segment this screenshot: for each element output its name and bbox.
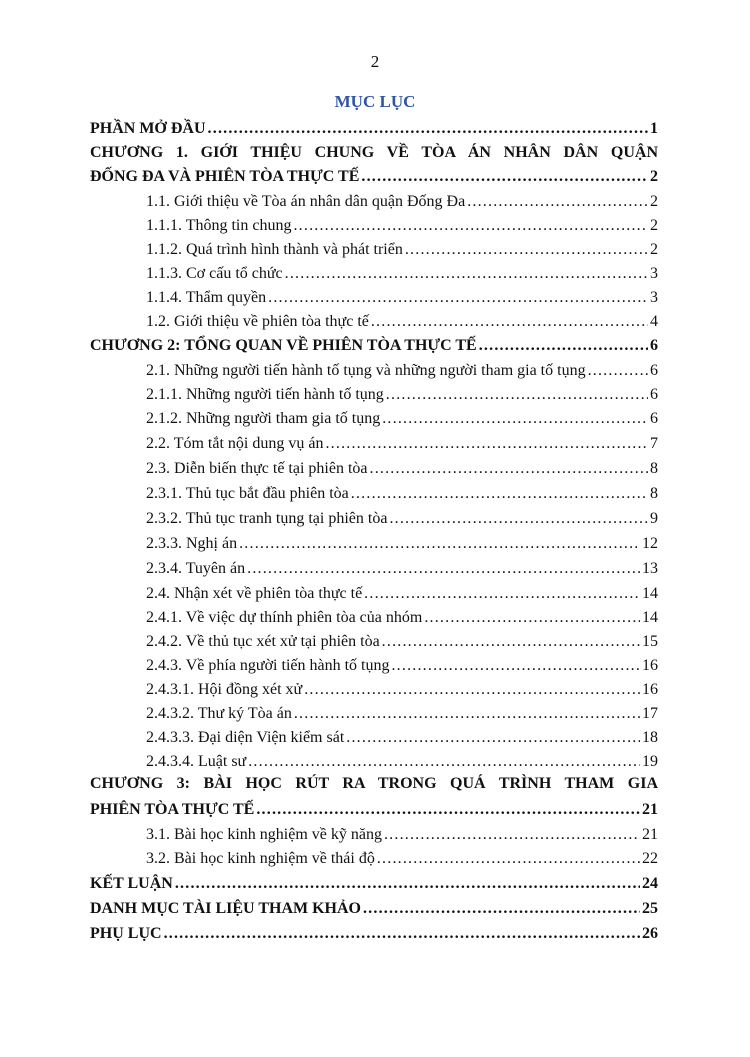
toc-entry-page: 16 — [642, 681, 658, 698]
toc-entry-page: 21 — [642, 801, 658, 818]
toc-entry-1-2[interactable] — [146, 308, 658, 332]
toc-entry-chapter-1-line-1[interactable]: CHƯƠNG 1. GIỚI THIỆU CHUNG VỀ TÒA ÁN NHÂN DÂN QUẬN — [90, 144, 658, 161]
toc-entry-page: 16 — [642, 657, 658, 674]
toc-entry-chapter-3[interactable] — [90, 796, 658, 820]
toc-entry-page: 17 — [642, 705, 658, 722]
toc-entry-1-1-3[interactable] — [146, 260, 658, 284]
toc-entry-label: 1.1.4. Thẩm quyền — [146, 289, 267, 306]
toc-entry-label: 1.1.3. Cơ cấu tổ chức — [146, 265, 283, 282]
toc-entry-label: 1.1.1. Thông tin chung — [146, 217, 292, 234]
toc-entry-label: KẾT LUẬN — [90, 875, 173, 892]
toc-entry-2-3-4[interactable] — [146, 555, 658, 579]
toc-entry-1-1[interactable] — [146, 188, 658, 212]
toc-entry-label: 2.4.3.1. Hội đồng xét xử — [146, 681, 303, 698]
toc-entry-intro[interactable] — [90, 115, 658, 139]
toc-entry-page: 14 — [642, 609, 658, 626]
toc-entry-3-1[interactable] — [146, 821, 658, 845]
toc-entry-label: 2.3.2. Thủ tục tranh tụng tại phiên tòa — [146, 510, 388, 527]
toc-entry-2-4-3-2[interactable] — [146, 700, 658, 724]
toc-entry-label: ĐỐNG ĐA VÀ PHIÊN TÒA THỰC TẾ — [90, 168, 360, 185]
toc-entry-3-2[interactable] — [146, 845, 658, 869]
toc-entry-page: 22 — [642, 850, 658, 867]
toc-entry-2-4-3-4[interactable] — [146, 748, 658, 772]
toc-entry-2-4[interactable] — [146, 580, 658, 604]
toc-entry-chapter-1[interactable] — [90, 163, 658, 187]
toc-entry-page: 18 — [642, 729, 658, 746]
toc-entry-page: 21 — [642, 826, 658, 843]
toc-entry-page: 3 — [650, 289, 658, 306]
toc-entry-page: 4 — [650, 313, 658, 330]
toc-entry-label: 2.3. Diễn biến thực tế tại phiên tòa — [146, 460, 368, 477]
toc-entry-label: DANH MỤC TÀI LIỆU THAM KHẢO — [90, 900, 361, 917]
toc-entry-chapter-3-line-1[interactable]: CHƯƠNG 3: BÀI HỌC RÚT RA TRONG QUÁ TRÌNH THAM GIA — [90, 775, 658, 792]
toc-entry-2-1-2[interactable] — [146, 405, 658, 429]
toc-entry-label: 1.2. Giới thiệu về phiên tòa thực tế — [146, 313, 369, 330]
toc-entry-page: 6 — [650, 337, 658, 354]
toc-entry-page: 19 — [642, 753, 658, 770]
toc-entry-1-1-1[interactable] — [146, 212, 658, 236]
toc-entry-label: 1.1. Giới thiệu về Tòa án nhân dân quận Đống Đa — [146, 193, 466, 210]
toc-entry-label: 1.1.2. Quá trình hình thành và phát triển — [146, 241, 403, 258]
toc-entry-2-4-3-3[interactable] — [146, 724, 658, 748]
toc-entry-label: 2.1.2. Những người tham gia tố tụng — [146, 410, 381, 427]
toc-entry-page: 15 — [642, 633, 658, 650]
toc-entry-1-1-4[interactable] — [146, 284, 658, 308]
toc-entry-2-4-3[interactable] — [146, 652, 658, 676]
toc-title: MỤC LỤC — [334, 92, 416, 111]
toc-entry-page: 12 — [642, 535, 658, 552]
toc-entry-label: 2.4.3.2. Thư ký Tòa án — [146, 705, 292, 722]
toc-entry-2-1-1[interactable] — [146, 381, 658, 405]
toc-entry-label: 2.4.1. Về việc dự thính phiên tòa của nhóm — [146, 609, 423, 626]
toc-entry-1-1-2[interactable] — [146, 236, 658, 260]
toc-entry-label: 2.3.3. Nghị án — [146, 535, 238, 552]
toc-entry-label: 2.2. Tóm tắt nội dung vụ án — [146, 435, 324, 452]
toc-entry-2-2[interactable] — [146, 430, 658, 454]
toc-entry-page: 13 — [642, 560, 658, 577]
toc-entry-page: 1 — [650, 120, 658, 137]
toc-entry-label: 2.4. Nhận xét về phiên tòa thực tế — [146, 585, 363, 602]
page-number: 2 — [370, 52, 380, 71]
toc-entry-label: 3.1. Bài học kinh nghiệm về kỹ năng — [146, 826, 382, 843]
toc-entry-page: 2 — [650, 168, 658, 185]
toc-entry-2-3-1[interactable] — [146, 480, 658, 504]
toc-entry-label: CHƯƠNG 2: TỔNG QUAN VỀ PHIÊN TÒA THỰC TẾ — [90, 337, 477, 354]
toc-entry-label: PHỤ LỤC — [90, 925, 162, 942]
toc-entry-page: 3 — [650, 265, 658, 282]
toc-entry-2-3-2[interactable] — [146, 505, 658, 529]
toc-entry-2-4-2[interactable] — [146, 628, 658, 652]
toc-entry-page: 7 — [650, 435, 658, 452]
toc-entry-page: 2 — [650, 241, 658, 258]
toc-entry-label: 3.2. Bài học kinh nghiệm về thái độ — [146, 850, 375, 867]
toc-entry-label: 2.4.3. Về phía người tiến hành tố tụng — [146, 657, 390, 674]
toc-entry-page: 14 — [642, 585, 658, 602]
toc-entry-page: 6 — [650, 386, 658, 403]
toc-entry-2-4-1[interactable] — [146, 604, 658, 628]
toc-entry-label: 2.1.1. Những người tiến hành tố tụng — [146, 386, 384, 403]
toc-entry-page: 9 — [650, 510, 658, 527]
toc-entry-references[interactable] — [90, 895, 658, 919]
toc-entry-label: 2.4.2. Về thủ tục xét xử tại phiên tòa — [146, 633, 380, 650]
toc-entry-2-4-3-1[interactable] — [146, 676, 658, 700]
toc-entry-2-3[interactable] — [146, 455, 658, 479]
toc-entry-label: 2.4.3.3. Đại diện Viện kiểm sát — [146, 729, 345, 746]
toc-entry-page: 8 — [650, 460, 658, 477]
toc-entry-page: 25 — [642, 900, 658, 917]
toc-entry-label: PHẦN MỞ ĐẦU — [90, 120, 206, 137]
toc-entry-2-3-3[interactable] — [146, 530, 658, 554]
toc-entry-page: 6 — [650, 362, 658, 379]
toc-entry-label: 2.1. Những người tiến hành tố tụng và những người tham gia tố tụng — [146, 362, 586, 379]
toc-entry-label: PHIÊN TÒA THỰC TẾ — [90, 801, 255, 818]
toc-entry-label: 2.3.1. Thủ tục bắt đầu phiên tòa — [146, 485, 349, 502]
toc-entry-chapter-2[interactable] — [90, 332, 658, 356]
toc-entry-page: 24 — [642, 875, 658, 892]
toc-entry-page: 26 — [642, 925, 658, 942]
toc-entry-page: 2 — [650, 193, 658, 210]
toc-entry-page: 6 — [650, 410, 658, 427]
toc-entry-label: 2.3.4. Tuyên án — [146, 560, 246, 577]
toc-entry-appendix[interactable] — [90, 920, 658, 944]
toc-entry-2-1[interactable] — [146, 357, 658, 381]
toc-entry-label: 2.4.3.4. Luật sư — [146, 753, 247, 770]
toc-entry-page: 8 — [650, 485, 658, 502]
toc-entry-conclusion[interactable] — [90, 870, 658, 894]
toc-entry-page: 2 — [650, 217, 658, 234]
